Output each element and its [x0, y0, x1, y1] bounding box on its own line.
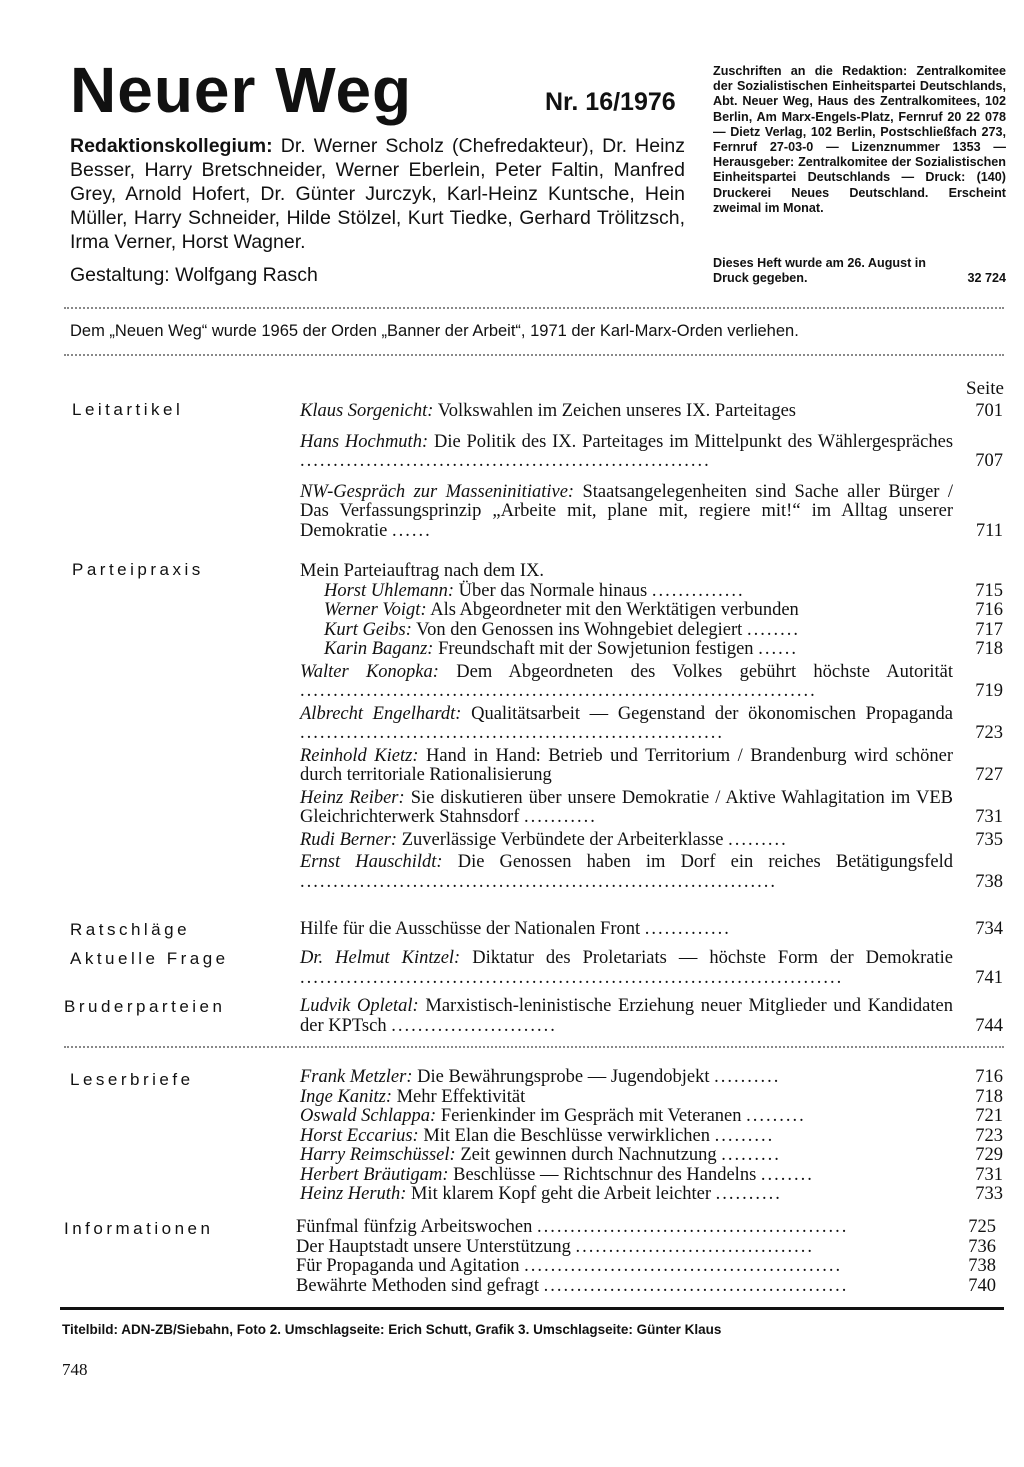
entry-page: 731	[975, 1164, 1003, 1185]
toc-entry: Harry Reimschüssel: Zeit gewinnen durch Nachnutzung ......... 729	[300, 1145, 1003, 1165]
entry-page: 715	[975, 580, 1003, 601]
imprint: Zuschriften an die Redaktion: Zentralkomitee der Sozialistischen Einheitspartei Deutschlands, Abt. Neuer Weg, Haus des Zentralkomitees, 102 Berlin, Am Marx-Engels-Platz, Fernruf 20 22 078 — Dietz Verlag, 102 Berlin, Postschließfach 273, Fernruf 27-03-0 — Lizenznummer 1353 — Herausgeber: Zentralkomitee der Sozialistischen Einheitspartei Deutschlands — Druck: (140) Druckerei Neues Deutschland. Erscheint zweimal im Monat.	[713, 64, 1006, 215]
entry-title: Zuverlässige Verbündete der Arbeiterklasse	[401, 829, 724, 850]
section-aktuelle-frage: Aktuelle Frage	[70, 949, 229, 968]
section-leitartikel: Leitartikel	[72, 400, 184, 419]
entry-title: Die Bewährungsprobe — Jugendobjekt	[417, 1067, 710, 1087]
entry-author: Heinz Reiber:	[300, 787, 405, 808]
entry-page: 738	[968, 1256, 996, 1276]
entry-title: Zeit gewinnen durch Nachnutzung	[460, 1145, 717, 1165]
entry-page: 725	[968, 1217, 996, 1237]
entry-title: Mit Elan die Beschlüsse verwirklichen	[423, 1125, 711, 1146]
entry-title: Mit klarem Kopf geht die Arbeit leichter	[410, 1184, 712, 1204]
editorial-board-names: Dr. Werner Scholz (Chefredakteur), Dr. Heinz Besser, Harry Bretschneider, Werner Eberlein, Peter Faltin, Manfred Grey, Arnold Hofert, Dr. Günter Jurczyk, Karl-Heinz Kuntsche, Hein Müller, Harry Schneider, Hilde Stölzel, Kurt Tiedke, Gerhard Trölitzsch, Irma Verner, Horst Wagner.	[70, 135, 686, 253]
entry-title: Qualitätsarbeit — Gegenstand der ökonomischen Propaganda	[471, 703, 954, 724]
ratschlaege-list	[300, 920, 1003, 943]
divider	[64, 1046, 1004, 1048]
divider	[60, 1307, 1004, 1310]
entry-author: NW-Gespräch zur Masseninitiative:	[300, 481, 575, 502]
entry-title: Als Abgeordneter mit den Werktätigen verbunden	[430, 600, 799, 620]
entry-title: Hilfe für die Ausschüsse der Nationalen Front	[300, 919, 641, 939]
toc-entry: Kurt Geibs: Von den Genossen ins Wohngebiet delegiert ........ 717	[324, 619, 1003, 640]
toc-entry: Albrecht Engelhardt: Qualitätsarbeit — Gegenstand der ökonomischen Propaganda ................................................................ 723	[300, 703, 1003, 743]
toc-entry: Karin Baganz: Freundschaft mit der Sowjetunion festigen ...... 718	[324, 639, 1003, 659]
divider	[64, 307, 1004, 309]
entry-page: 727	[975, 765, 1003, 785]
toc-entry: Bewährte Methoden sind gefragt .............................................. 740	[296, 1275, 996, 1296]
bruderparteien-list	[300, 997, 1003, 1039]
leitartikel-list	[300, 402, 1003, 544]
entry-author: Dr. Helmut Kintzel:	[300, 948, 461, 968]
toc-entry: Der Hauptstadt unsere Unterstützung .................................... 736	[296, 1236, 996, 1257]
entry-page: 701	[975, 401, 1003, 421]
entry-page: 723	[975, 723, 1003, 743]
entry-author: Horst Eccarius:	[300, 1125, 419, 1146]
section-leserbriefe: Leserbriefe	[70, 1070, 194, 1089]
toc-intro	[300, 562, 1003, 582]
entry-page: 718	[975, 639, 1003, 659]
section-ratschlaege: Ratschläge	[70, 920, 191, 939]
entry-title: Hand in Hand: Betrieb und Territorium / Brandenburg wird schöner durch territoriale Rationalisierung	[300, 745, 954, 785]
entry-title: Marxistisch-leninistische Erziehung neuer Mitglieder und Kandidaten der KPTsch	[300, 996, 953, 1036]
toc-entry: Dr. Helmut Kintzel: Diktatur des Proletariats — höchste Form der Demokratie .................................................................................. 741	[300, 948, 1003, 988]
entry-author: Klaus Sorgenicht:	[300, 401, 434, 421]
print-note-line-2: Druck gegeben.	[713, 271, 808, 286]
entry-title: Bewährte Methoden sind gefragt	[296, 1275, 539, 1296]
aktuelle-frage-list	[300, 949, 1003, 991]
page-column-label: Seite	[966, 378, 1004, 399]
entry-title: Dem Abgeordneten des Volkes gebührt höchste Autorität	[456, 661, 953, 682]
informationen-list	[296, 1218, 996, 1296]
toc-entry	[300, 747, 1003, 786]
toc-entry: Herbert Bräutigam: Beschlüsse — Richtschnur des Handelns ........ 731	[300, 1164, 1003, 1185]
entry-author: Reinhold Kietz:	[300, 745, 419, 766]
entry-title: Freundschaft mit der Sowjetunion festigen	[438, 639, 754, 659]
toc-entry: Horst Uhlemann: Über das Normale hinaus .............. 715	[324, 580, 1003, 601]
toc-entry: Walter Konopka: Dem Abgeordneten des Volkes gebührt höchste Autorität .............................................................................. 719	[300, 661, 1003, 701]
issue-number: Nr. 16/1976	[545, 88, 676, 116]
entry-author: Herbert Bräutigam:	[300, 1164, 449, 1185]
toc-entry: Heinz Heruth: Mit klarem Kopf geht die Arbeit leichter .......... 733	[300, 1184, 1003, 1204]
entry-page: 734	[975, 919, 1003, 939]
entry-author: Heinz Heruth:	[300, 1184, 407, 1204]
entry-title: Über das Normale hinaus	[458, 580, 648, 601]
award-line: Dem „Neuen Weg“ wurde 1965 der Orden „Banner der Arbeit“, 1971 der Karl-Marx-Orden verliehen.	[70, 322, 799, 340]
entry-page: 744	[975, 1015, 1003, 1036]
entry-author: Horst Uhlemann:	[324, 580, 455, 601]
entry-page: 740	[968, 1275, 996, 1296]
entry-title: Für Propaganda und Agitation	[296, 1256, 520, 1276]
masthead-title: Neuer Weg	[70, 54, 413, 126]
entry-author: Kurt Geibs:	[324, 619, 412, 640]
editorial-board-label: Redaktionskollegium:	[70, 135, 273, 157]
entry-page: 716	[975, 600, 1003, 620]
entry-author: Harry Reimschüssel:	[300, 1145, 456, 1165]
entry-page: 731	[975, 807, 1003, 827]
entry-title: Mehr Effektivität	[396, 1086, 526, 1107]
entry-author: Ernst Hauschildt:	[300, 852, 443, 872]
entry-title: Beschlüsse — Richtschnur des Handelns	[453, 1164, 757, 1185]
entry-title: Von den Genossen ins Wohngebiet delegiert	[416, 619, 743, 640]
entry-page: 735	[975, 829, 1003, 850]
entry-title: Die Politik des IX. Parteitages im Mittelpunkt des Wählergespräches	[433, 431, 954, 452]
editorial-board	[70, 134, 685, 254]
entry-author: Inge Kanitz:	[300, 1086, 392, 1107]
entry-author: Werner Voigt:	[324, 600, 427, 620]
entry-page: 738	[975, 871, 1003, 892]
print-note	[713, 256, 1006, 286]
entry-title: Staatsangelegenheiten sind Sache aller Bürger / Das Verfassungsprinzip „Arbeite mit, plane mit, regiere mit!“ im Alltag unserer Demokratie	[300, 481, 953, 541]
entry-author: Frank Metzler:	[300, 1067, 413, 1087]
toc-entry: Für Propaganda und Agitation ................................................ 738	[296, 1256, 996, 1276]
divider	[64, 354, 1004, 356]
entry-author: Walter Konopka:	[300, 661, 439, 682]
toc-entry	[300, 601, 1003, 621]
entry-page: 707	[975, 451, 1003, 471]
entry-page: 719	[975, 681, 1003, 701]
toc-entry: Frank Metzler: Die Bewährungsprobe — Jugendobjekt .......... 716	[300, 1067, 1003, 1087]
entry-title: Ferienkinder im Gespräch mit Veteranen	[440, 1106, 742, 1126]
print-code: 32 724	[967, 271, 1006, 286]
toc-entry: Oswald Schlappa: Ferienkinder im Gespräch mit Veteranen ......... 721	[300, 1106, 1003, 1126]
entry-page: 741	[975, 967, 1003, 988]
toc-entry	[300, 402, 1003, 422]
toc-entry	[300, 1088, 1003, 1108]
entry-page: 721	[975, 1106, 1003, 1126]
entry-page: 717	[975, 619, 1003, 640]
toc-entry: Hilfe für die Ausschüsse der Nationalen Front ............. 734	[300, 919, 1003, 939]
leserbriefe-list	[300, 1068, 1003, 1205]
entry-author: Karin Baganz:	[324, 639, 434, 659]
toc-entry: Fünfmal fünfzig Arbeitswochen ............................................... 725	[296, 1217, 996, 1237]
entry-page: 729	[975, 1145, 1003, 1165]
entry-author: Rudi Berner:	[300, 829, 398, 850]
entry-title: Die Genossen haben im Dorf ein reiches Betätigungsfeld	[457, 852, 954, 872]
page-number: 748	[62, 1360, 88, 1379]
section-parteipraxis: Parteipraxis	[72, 560, 204, 579]
section-bruderparteien: Bruderparteien	[64, 997, 226, 1016]
entry-page: 733	[975, 1184, 1003, 1204]
entry-title: Fünfmal fünfzig Arbeitswochen	[296, 1217, 533, 1237]
entry-author: Ludvik Opletal:	[300, 996, 419, 1016]
parteipraxis-list	[300, 562, 1003, 895]
toc-entry: Rudi Berner: Zuverlässige Verbündete der Arbeiterklasse ......... 735	[300, 829, 1003, 850]
entry-title: Sie diskutieren über unsere Demokratie / Aktive Wahlagitation im VEB Gleichrichterwerk Stahnsdorf	[300, 787, 954, 827]
entry-page: 736	[968, 1236, 996, 1257]
entry-author: Oswald Schlappa:	[300, 1106, 437, 1126]
entry-page: 711	[975, 520, 1003, 541]
entry-title: Volkswahlen im Zeichen unseres IX. Parteitages	[437, 401, 796, 421]
toc-entry: Ernst Hauschildt: Die Genossen haben im Dorf ein reiches Betätigungsfeld ........................................................................ 738	[300, 852, 1003, 892]
toc-entry: Ludvik Opletal: Marxistisch-leninistische Erziehung neuer Mitglieder und Kandidaten der KPTsch ......................... 744	[300, 996, 1003, 1036]
photo-credits: Titelbild: ADN-ZB/Siebahn, Foto 2. Umschlagseite: Erich Schutt, Grafik 3. Umschlagseite: Günter Klaus	[62, 1322, 722, 1337]
entry-title: Mein Parteiauftrag nach dem IX.	[300, 561, 545, 581]
toc-entry: Horst Eccarius: Mit Elan die Beschlüsse verwirklichen ......... 723	[300, 1125, 1003, 1146]
toc-entry: Heinz Reiber: Sie diskutieren über unsere Demokratie / Aktive Wahlagitation im VEB Gleichrichterwerk Stahnsdorf ........... 731	[300, 787, 1003, 827]
entry-title: Der Hauptstadt unsere Unterstützung	[296, 1236, 571, 1257]
toc-entry: NW-Gespräch zur Masseninitiative: Staatsangelegenheiten sind Sache aller Bürger / Das Verfassungsprinzip „Arbeite mit, plane mit, regiere mit!“ im Alltag unserer Demokratie ...... 711	[300, 481, 1003, 541]
toc-entry: Hans Hochmuth: Die Politik des IX. Parteitages im Mittelpunkt des Wählergespräches .............................................................. 707	[300, 431, 1003, 471]
entry-page: 723	[975, 1125, 1003, 1146]
entry-author: Albrecht Engelhardt:	[300, 703, 462, 724]
entry-page: 718	[975, 1086, 1003, 1107]
entry-page: 716	[975, 1067, 1003, 1087]
section-informationen: Informationen	[64, 1219, 214, 1238]
entry-author: Hans Hochmuth:	[300, 431, 429, 452]
design-credit: Gestaltung: Wolfgang Rasch	[70, 264, 318, 286]
entry-title: Diktatur des Proletariats — höchste Form der Demokratie	[472, 948, 953, 968]
print-note-line: Dieses Heft wurde am 26. August in	[713, 256, 926, 270]
